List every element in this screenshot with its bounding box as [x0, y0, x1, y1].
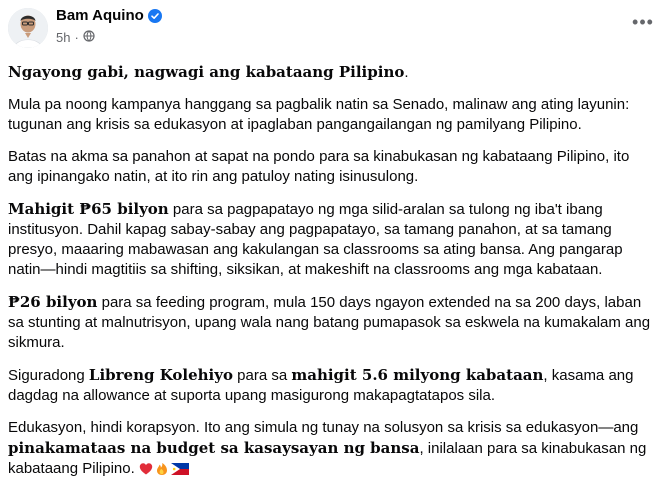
philippines-flag-icon	[171, 463, 189, 475]
bold-5-6-milyon: mahigit 5.6 milyong kabataan	[291, 366, 544, 384]
bold-highest-budget: pinakamataas na budget sa kasaysayan ng bansa	[8, 439, 420, 457]
author-name-row	[56, 7, 162, 24]
post-paragraph	[8, 292, 658, 353]
emoji-row	[139, 462, 189, 476]
bold-amount-65b: Mahigit ₱65 bilyon	[8, 200, 169, 218]
post-header	[0, 0, 671, 56]
paragraph-text: para sa pagpapatayo ng mga silid-aralan sa tulong ng iba't ibang institusyon. Dahil kapag sabay-sabay ang pagpapatayo, sa tamang panahon, at sa tamang presyo, maaaring mabawasan ang kakulangan sa classrooms sa ating bansa. Ang pangarap natin—hindi magtitiis sa shifting, siksikan, at makeshift na classrooms ang mga kabataan.	[8, 201, 623, 278]
author-name[interactable]: Bam Aquino	[56, 7, 144, 24]
bold-amount-26b: ₱26 bilyon	[8, 293, 98, 311]
post-body	[8, 62, 658, 491]
post-paragraph	[8, 418, 658, 479]
paragraph-text: , inilalaan para sa kinabukasan ng kabataang Pilipino.	[8, 440, 647, 477]
headline-punctuation: .	[404, 64, 409, 81]
post-time[interactable]: 5h	[56, 30, 71, 45]
verified-badge-icon	[148, 9, 162, 23]
post-paragraph	[8, 199, 658, 280]
paragraph-text: para sa feeding program, mula 150 days ngayon extended na sa 200 days, laban sa stunting at malnutrisyon, upang wala nang batang pumapasok sa eskwela na kumakalam ang sikmura.	[8, 294, 651, 351]
post-meta: 5h ·	[56, 30, 95, 45]
paragraph-text: para sa	[232, 367, 292, 384]
post-paragraph	[8, 365, 658, 406]
more-options-icon[interactable]: •••	[632, 11, 654, 32]
paragraph-text: Edukasyon, hindi korapsyon. Ito ang simula ng tunay na solusyon sa krisis sa edukasyon—ang	[8, 419, 639, 436]
public-globe-icon	[83, 30, 95, 45]
red-heart-icon	[139, 462, 153, 476]
post-paragraph: Batas na akma sa panahon at sapat na pondo para sa kinabukasan ng kabataang Pilipino, ito ang ipinangako natin, at ito rin ang patuloy nating isinusulong.	[8, 148, 630, 185]
bold-libreng-kolehiyo: Libreng Kolehiyo	[88, 366, 233, 384]
paragraph-text: Siguradong	[8, 367, 89, 384]
fire-icon	[155, 462, 169, 476]
paragraph-text: , kasama ang dagdag na allowance at suporta upang masigurong makapagtatapos sila.	[8, 367, 634, 404]
post-paragraph: Mula pa noong kampanya hanggang sa pagbalik natin sa Senado, malinaw ang ating layunin: tugunan ang krisis sa edukasyon at ipaglaban pangangailangan ng pamilyang Pilipino.	[8, 96, 630, 133]
headline-text: Ngayong gabi, nagwagi ang kabataang Pilipino	[8, 63, 405, 81]
post-paragraph	[8, 62, 658, 83]
author-avatar[interactable]	[8, 8, 48, 48]
avatar-portrait-icon	[8, 8, 48, 48]
